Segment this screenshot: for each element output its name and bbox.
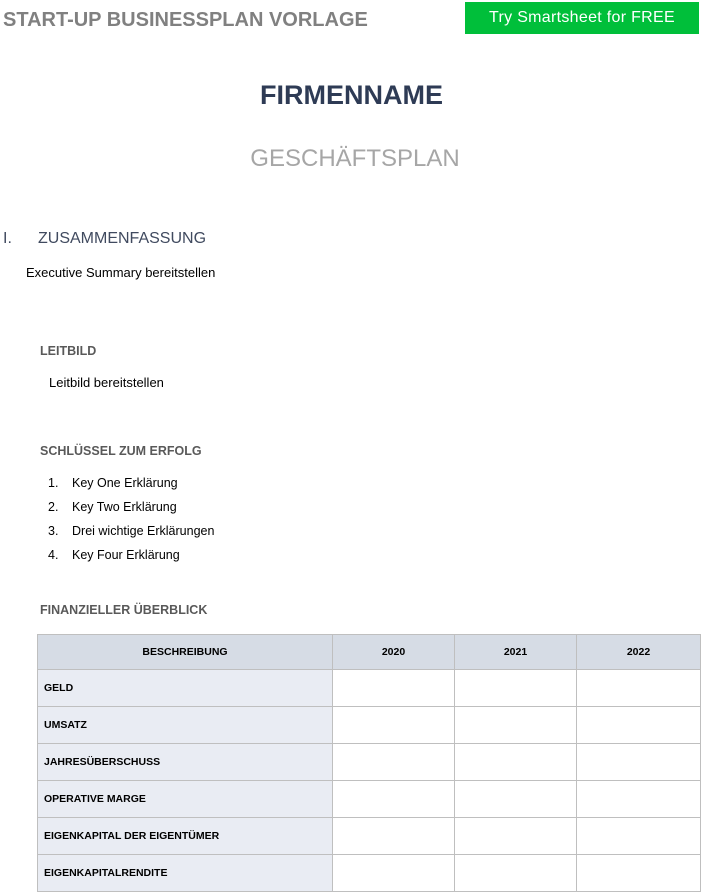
mission-heading: LEITBILD (40, 344, 97, 358)
table-cell[interactable] (577, 781, 701, 818)
table-cell[interactable] (577, 670, 701, 707)
table-cell[interactable] (333, 707, 455, 744)
list-item: Key Four Erklärung (72, 548, 180, 562)
company-name: FIRMENNAME (260, 80, 443, 110)
list-item-number: 2. (48, 500, 59, 514)
column-header-2020: 2020 (333, 635, 455, 670)
table-cell[interactable] (577, 855, 701, 892)
table-cell[interactable] (577, 744, 701, 781)
row-label: UMSATZ (38, 707, 333, 744)
table-cell[interactable] (333, 744, 455, 781)
table-cell[interactable] (455, 744, 577, 781)
table-cell[interactable] (333, 855, 455, 892)
table-cell[interactable] (455, 818, 577, 855)
table-cell[interactable] (577, 707, 701, 744)
table-row (38, 781, 701, 818)
list-item: Key One Erklärung (72, 476, 178, 490)
table-cell[interactable] (333, 670, 455, 707)
list-item-number: 3. (48, 524, 59, 538)
table-cell[interactable] (333, 818, 455, 855)
table-row (38, 818, 701, 855)
column-header-2021: 2021 (455, 635, 577, 670)
list-item-number: 1. (48, 476, 59, 490)
table-row (38, 744, 701, 781)
column-header-description: BESCHREIBUNG (38, 635, 333, 670)
financial-overview-table (37, 634, 701, 892)
table-cell[interactable] (455, 670, 577, 707)
list-item-number: 4. (48, 548, 59, 562)
table-cell[interactable] (455, 855, 577, 892)
try-smartsheet-button[interactable]: Try Smartsheet for FREE (465, 2, 699, 34)
row-label: GELD (38, 670, 333, 707)
keys-heading: SCHLÜSSEL ZUM ERFOLG (40, 444, 202, 458)
document-title: START-UP BUSINESSPLAN VORLAGE (3, 9, 368, 31)
table-cell[interactable] (455, 707, 577, 744)
list-item: Key Two Erklärung (72, 500, 177, 514)
row-label: JAHRESÜBERSCHUSS (38, 744, 333, 781)
table-cell[interactable] (333, 781, 455, 818)
table-row (38, 670, 701, 707)
summary-text: Executive Summary bereitstellen (26, 265, 216, 280)
table-row (38, 707, 701, 744)
finance-heading: FINANZIELLER ÜBERBLICK (40, 603, 208, 617)
mission-text: Leitbild bereitstellen (49, 375, 164, 390)
table-cell[interactable] (577, 818, 701, 855)
row-label: EIGENKAPITAL DER EIGENTÜMER (38, 818, 333, 855)
table-header-row (38, 635, 701, 670)
list-item: Drei wichtige Erklärungen (72, 524, 215, 538)
row-label: OPERATIVE MARGE (38, 781, 333, 818)
table-row (38, 855, 701, 892)
section-number: I. (3, 230, 12, 247)
plan-subtitle: GESCHÄFTSPLAN (250, 145, 460, 172)
table-cell[interactable] (455, 781, 577, 818)
column-header-2022: 2022 (577, 635, 701, 670)
section-title: ZUSAMMENFASSUNG (38, 230, 207, 247)
row-label: EIGENKAPITALRENDITE (38, 855, 333, 892)
